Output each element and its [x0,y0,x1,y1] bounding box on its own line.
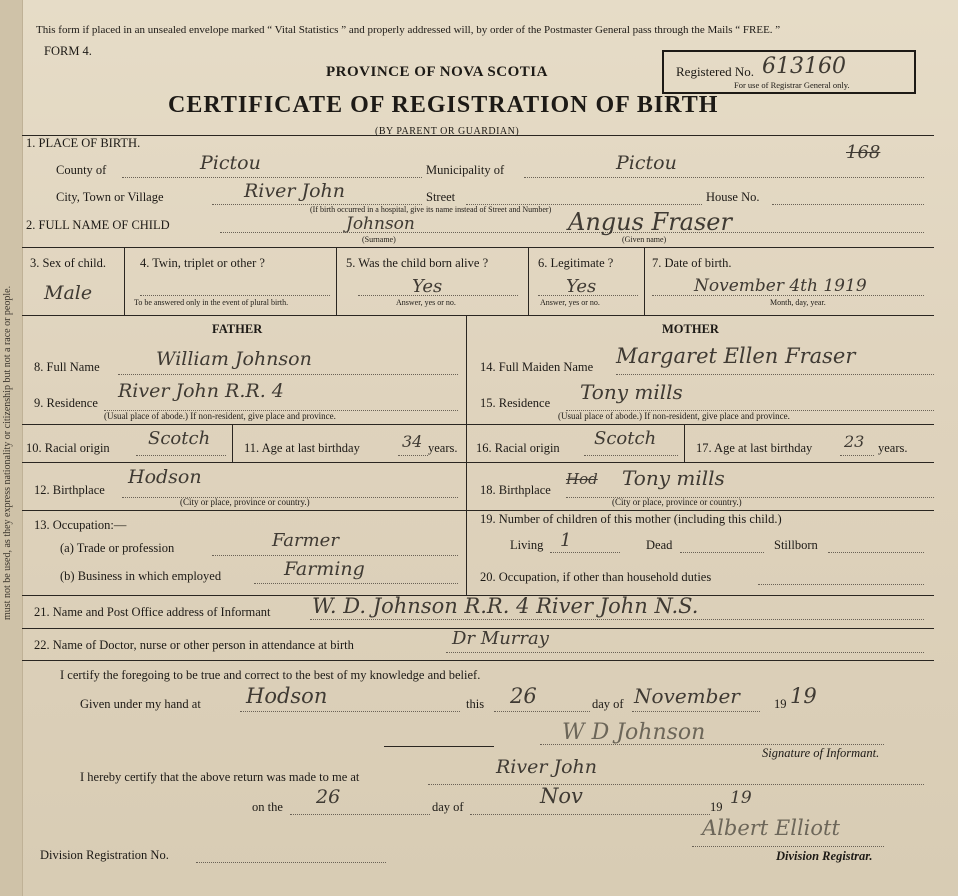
father-birthplace-note: (City or place, province or country.) [180,497,310,507]
child-name-label: 2. FULL NAME OF CHILD [26,218,170,232]
given-name-caption: (Given name) [622,235,667,244]
municipality-line [524,177,924,178]
registrar-month-line [470,814,710,815]
certificate-title: CERTIFICATE OF REGISTRATION OF BIRTH [168,92,719,118]
divider [528,247,529,315]
corner-mark: 168 [846,142,881,163]
father-name-value: William Johnson [156,348,312,370]
doctor-value: Dr Murray [452,628,549,649]
county-value: Pictou [200,152,261,174]
house-number-line [772,204,924,205]
mother-name-label: 14. Full Maiden Name [480,360,594,374]
father-race-label: 10. Racial origin [26,441,110,455]
informant-signature: W D Johnson [562,720,706,745]
rule [466,424,934,425]
stillborn-line [828,552,924,553]
left-margin-strip [0,0,23,896]
mother-birthplace-value: Tony mills [622,466,725,490]
registrar-day-line [290,814,430,815]
alive-label: 5. Was the child born alive ? [346,256,489,270]
legitimate-note: Answer, yes or no. [540,298,600,307]
father-birthplace-label: 12. Birthplace [34,483,105,497]
informant-value: W. D. Johnson R.R. 4 River John N.S. [312,594,699,618]
rule [22,660,934,661]
dead-label: Dead [646,538,673,552]
municipality-label: Municipality of [426,163,505,177]
father-age-line [398,455,428,456]
business-line [254,583,458,584]
registrar-signature: Albert Elliott [702,816,840,840]
rule [384,746,494,747]
street-label: Street [426,190,456,204]
mother-age-line [840,455,874,456]
divider [232,424,233,462]
division-registrar-label: Division Registrar. [776,849,873,863]
father-years-label: years. [428,441,458,455]
this-label: this [466,697,485,711]
city-label: City, Town or Village [56,190,164,204]
mother-residence-value: Tony mills [580,380,683,404]
registrar-note: For use of Registrar General only. [734,80,850,90]
column-divider [466,315,467,595]
registrar-day-of-label: day of [432,800,464,814]
father-age-label: 11. Age at last birthday [244,441,360,455]
mother-years-label: years. [878,441,908,455]
living-line [550,552,620,553]
province-heading: PROVINCE OF NOVA SCOTIA [326,64,548,80]
registrar-month-value: Nov [540,784,583,808]
child-surname: Johnson [346,214,415,234]
municipality-value: Pictou [616,152,677,174]
children-count-label: 19. Number of children of this mother (including this child.) [480,512,782,526]
rule [22,424,466,425]
given-day-value: 26 [510,684,537,708]
on-the-label: on the [252,800,283,814]
mother-birthplace-struck: Hod [566,470,598,488]
given-year-prefix: 19 [774,697,787,711]
certify-statement: I certify the foregoing to be true and correct to the best of my knowledge and belief. [60,668,481,682]
father-residence-label: 9. Residence [34,396,98,410]
given-under-hand-label: Given under my hand at [80,697,201,711]
given-year-value: 19 [790,684,817,708]
given-place-value: Hodson [246,684,328,708]
living-label: Living [510,538,544,552]
division-registration-label: Division Registration No. [40,848,169,862]
twin-line [140,295,330,296]
divider [336,247,337,315]
county-label: County of [56,163,107,177]
twin-label: 4. Twin, triplet or other ? [140,256,265,270]
postal-notice: This form if placed in an unsealed envelope marked “ Vital Statistics ” and properly addressed will, by order of the Postmaster General pass through the Mails “ FREE. ” [36,24,781,36]
date-value: November 4th 1919 [694,276,867,296]
registrar-place-value: River John [496,756,598,778]
mother-birthplace-label: 18. Birthplace [480,483,551,497]
father-name-label: 8. Full Name [34,360,100,374]
rule [466,462,934,463]
registered-number: 613160 [762,54,846,79]
mother-heading: MOTHER [662,322,719,336]
father-occupation-label: 13. Occupation:— [34,518,127,532]
rule [466,510,934,511]
hospital-note: (If birth occurred in a hospital, give its name instead of Street and Number) [310,205,552,214]
trade-label: (a) Trade or profession [60,541,175,555]
doctor-label: 22. Name of Doctor, nurse or other person in attendance at birth [34,638,354,652]
legitimate-value: Yes [566,276,597,297]
mother-race-line [584,455,678,456]
registrar-place-line [428,784,924,785]
mother-name-value: Margaret Ellen Fraser [616,344,856,368]
rule [22,462,466,463]
given-month-line [632,711,760,712]
rule [22,510,466,511]
city-value: River John [244,180,346,202]
child-given-name: Angus Fraser [568,208,732,236]
informant-label: 21. Name and Post Office address of Informant [34,605,271,619]
given-place-line [240,711,460,712]
day-of-label: day of [592,697,624,711]
mother-residence-label: 15. Residence [480,396,551,410]
registrar-year-value: 19 [730,788,752,808]
certificate-subtitle: (BY PARENT OR GUARDIAN) [375,126,520,137]
surname-caption: (Surname) [362,235,396,244]
registrar-signature-line [692,846,884,847]
rule [22,315,934,316]
doctor-line [446,652,924,653]
living-value: 1 [560,530,572,551]
father-race-value: Scotch [148,428,211,449]
trade-line [212,555,458,556]
registrar-day-value: 26 [316,786,341,808]
sex-value: Male [44,282,93,304]
business-value: Farming [284,558,365,580]
form-number: FORM 4. [44,44,92,58]
mother-race-label: 16. Racial origin [476,441,560,455]
mother-residence-note: (Usual place of abode.) If non-resident, give place and province. [558,411,790,421]
divider [644,247,645,315]
mother-age-value: 23 [844,432,865,451]
date-label: 7. Date of birth. [652,256,732,270]
business-label: (b) Business in which employed [60,569,222,583]
informant-line [310,619,924,620]
dead-line [680,552,764,553]
trade-value: Farmer [272,530,339,551]
sex-label: 3. Sex of child. [30,256,107,270]
registrar-statement: I hereby certify that the above return was made to me at [80,770,360,784]
registrar-year-prefix: 19 [710,800,723,814]
mother-occupation-label: 20. Occupation, if other than household duties [480,570,712,584]
divider [124,247,125,315]
mother-race-value: Scotch [594,428,657,449]
margin-text: must not be used, as they express nationality or citizenship but not a race or people. [2,285,13,620]
registered-label: Registered No. [676,64,754,79]
date-note: Month, day, year. [770,298,826,307]
mother-age-label: 17. Age at last birthday [696,441,813,455]
rule [22,247,934,248]
divider [684,424,685,462]
mother-occupation-line [758,584,924,585]
alive-value: Yes [412,276,443,297]
father-residence-value: River John R.R. 4 [118,380,284,402]
house-number-label: House No. [706,190,760,204]
county-line [122,177,422,178]
given-day-line [494,711,590,712]
place-of-birth-label: 1. PLACE OF BIRTH. [26,136,141,150]
father-age-value: 34 [402,432,423,451]
father-name-line [118,374,458,375]
stillborn-label: Stillborn [774,538,818,552]
father-race-line [136,455,226,456]
informant-signature-line [540,744,884,745]
mother-birthplace-note: (City or place, province or country.) [612,497,742,507]
father-heading: FATHER [212,322,263,336]
father-residence-note: (Usual place of abode.) If non-resident, give place and province. [104,411,336,421]
twin-note: To be answered only in the event of plural birth. [134,298,289,307]
legitimate-label: 6. Legitimate ? [538,256,614,270]
mother-name-line [616,374,934,375]
informant-signature-label: Signature of Informant. [762,746,880,760]
division-registration-line [196,862,386,863]
father-birthplace-value: Hodson [128,466,202,488]
rule [22,135,934,136]
alive-note: Answer, yes or no. [396,298,456,307]
given-month-value: November [634,684,740,708]
